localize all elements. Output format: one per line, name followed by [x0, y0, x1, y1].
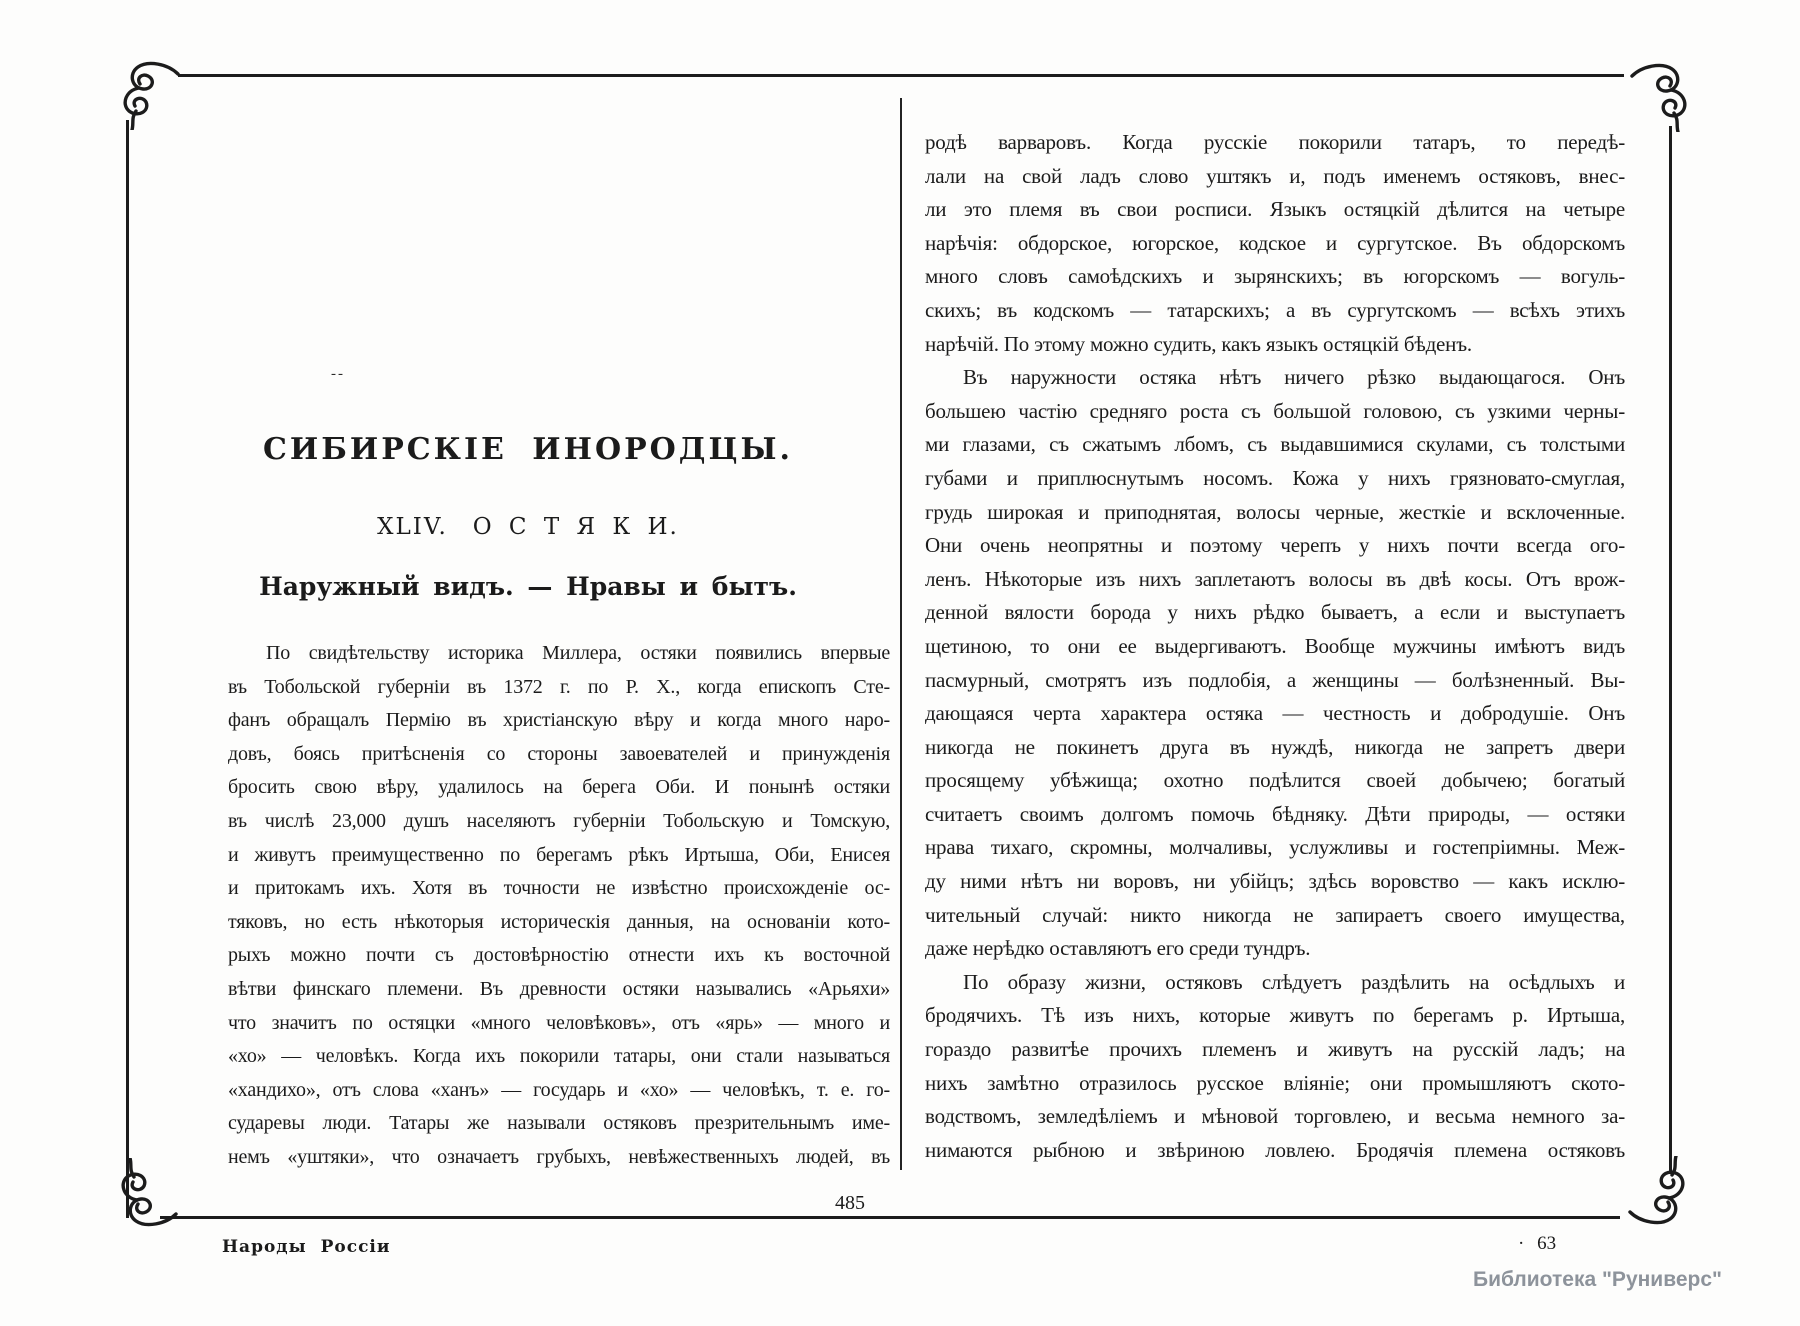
text-line: просящему убѣжища; охотно подѣлится своей добычею; богатый [925, 768, 1625, 793]
text-line: бродячихъ. Тѣ изъ нихъ, которые живутъ по берегамъ р. Иртыша, [925, 1003, 1625, 1028]
frame-bottom-rule [160, 1216, 1620, 1219]
text-line: тяковъ, но есть нѣкоторыя историческія данныя, на основаніи кото- [228, 910, 890, 933]
signature-number: · 63 [1518, 1233, 1557, 1254]
running-footer-left: Народы Россіи [222, 1237, 391, 1257]
frame-top-rule [178, 74, 1624, 77]
text-line: никогда не покинетъ друга въ нуждѣ, никогда не запретъ двери [925, 734, 1625, 759]
text-line: вѣтви финскаго племени. Въ древности остяки назывались «Арьяхи» [228, 977, 890, 1000]
text-line: лали на свой ладъ слово уштякъ и, подъ именемъ остяковъ, внес- [925, 163, 1625, 188]
right-column-text [925, 126, 1625, 1181]
text-line: По свидѣтельству историка Миллера, остяки появились впервые [266, 642, 890, 664]
text-line: и притокамъ ихъ. Хотя въ точности не извѣстно происхожденіе ос- [228, 877, 890, 900]
text-line: водствомъ, земледѣліемъ и мѣновой торговлею, и весьма немного за- [925, 1104, 1625, 1129]
text-line: нимаются рыбною и звѣриною ловлею. Бродячія племена остяковъ [925, 1137, 1625, 1162]
corner-flourish-top-right-icon [1630, 60, 1692, 132]
text-line: ленъ. Нѣкоторые изъ нихъ заплетаютъ волосы въ двѣ косы. Отъ врож- [925, 566, 1625, 591]
text-line: бросить свою вѣру, удалилось на берега Оби. И понынѣ остяки [228, 776, 890, 799]
chapter-heading: XLIV. О С Т Я К И. [377, 514, 679, 540]
text-line: нарѣчій. По этому можно судить, какъ языкъ остяцкій бѣденъ. [925, 331, 1472, 356]
text-line: нрава тихаго, скромны, молчаливы, услужливы и гостепріимны. Меж- [925, 835, 1625, 860]
corner-flourish-top-left-icon [118, 58, 180, 130]
text-line: ли это племя въ свои росписи. Языкъ остяцкій дѣлится на четыре [925, 197, 1625, 222]
page-number: 485 [835, 1192, 865, 1214]
text-line: гораздо развитѣе прочихъ племенъ и живутъ на русскій ладъ; на [925, 1037, 1625, 1062]
text-line: нихъ замѣтно отразилось русское вліяніе; они промышляютъ ското- [925, 1070, 1625, 1095]
text-line: довъ, боясь притѣсненія со стороны завоевателей и принужденія [228, 742, 890, 765]
frame-right-rule [1669, 126, 1672, 1174]
text-line: въ Тобольской губерніи въ 1372 г. по Р. Х., когда епископъ Сте- [228, 675, 890, 698]
text-line: скихъ; въ кодскомъ — татарскихъ; а въ сургутскомъ — всѣхъ этихъ [925, 297, 1625, 322]
text-line: большею частію средняго роста съ большой головою, съ узкими черны- [925, 398, 1625, 423]
stray-mark: -- [331, 366, 345, 382]
text-line: рыхъ можно почти съ достовѣрностію отнести ихъ къ восточной [228, 944, 890, 967]
text-line: «хандихо», отъ слова «ханъ» — государь и «хо» — человѣкъ, т. е. го- [228, 1078, 890, 1101]
library-watermark: Библиотека "Руниверс" [1472, 1268, 1722, 1291]
text-line: считаетъ своимъ долгомъ помочь бѣдняку. Дѣти природы, — остяки [925, 801, 1625, 826]
section-heading: Наружный видъ. — Нравы и бытъ. [259, 572, 797, 601]
text-line: губами и приплюснутымъ носомъ. Кожа у нихъ грязновато-смуглая, [925, 465, 1625, 490]
text-line: пасмурный, смотрятъ изъ подлобія, а женщины — болѣзненный. Вы- [925, 667, 1625, 692]
column-divider [900, 98, 902, 1170]
text-line: Въ наружности остяка нѣтъ ничего рѣзко выдающагося. Онъ [963, 365, 1625, 390]
text-line: щетиною, то они ее выдергиваютъ. Вообще мужчины имѣютъ видъ [925, 633, 1625, 658]
text-line: въ числѣ 23,000 душъ населяютъ губерніи Тобольскую и Томскую, [228, 809, 890, 832]
text-line: ми глазами, съ сжатымъ лбомъ, съ выдавшимися скулами, съ толстыми [925, 432, 1625, 457]
text-line: немъ «уштяки», что означаетъ грубыхъ, невѣжественныхъ людей, въ [228, 1145, 890, 1168]
text-line: По образу жизни, остяковъ слѣдуетъ раздѣлить на осѣдлыхъ и [963, 969, 1625, 994]
text-line: «хо» — человѣкъ. Когда ихъ покорили татары, они стали называться [228, 1045, 890, 1068]
article-title: СИБИРСКІЕ ИНОРОДЦЫ. [263, 432, 793, 467]
text-line: дающаяся черта характера остяка — честность и добродушіе. Онъ [925, 701, 1625, 726]
text-line: Они очень неопрятны и поэтому черепъ у нихъ почти всегда ого- [925, 533, 1625, 558]
text-line: ду ними нѣтъ ни воровъ, ни убійцъ; здѣсь воровство — какъ исклю- [925, 869, 1625, 894]
text-line: сударевы люди. Татары же называли остяковъ презрительнымъ име- [228, 1112, 890, 1135]
text-line: и живутъ преимущественно по берегамъ рѣкъ Иртыша, Оби, Енисея [228, 843, 890, 866]
text-line: грудь широкая и приподнятая, волосы черные, жесткіе и всклоченные. [925, 499, 1625, 524]
text-line: что значитъ по остяцки «много человѣковъ», отъ «ярь» — много и [228, 1011, 890, 1034]
text-line: нарѣчія: обдорское, югорское, кодское и сургутское. Въ обдорскомъ [925, 230, 1625, 255]
text-line: много словъ самоѣдскихъ и зырянскихъ; въ югорскомъ — вогуль- [925, 264, 1625, 289]
left-column-text [228, 637, 890, 1197]
text-line: фанъ обращалъ Пермію въ христіанскую вѣру и когда много наро- [228, 709, 890, 732]
frame-left-rule [126, 120, 129, 1218]
text-line: родѣ варваровъ. Когда русскіе покорили татаръ, то передѣ- [925, 130, 1625, 154]
text-line: даже нерѣдко оставляютъ его среди тундръ. [925, 936, 1311, 961]
text-line: денной вялости борода у нихъ рѣдко бываетъ, а если и выступаетъ [925, 600, 1625, 625]
text-line: чительный случай: никто никогда не запираетъ своего имущества, [925, 902, 1625, 927]
